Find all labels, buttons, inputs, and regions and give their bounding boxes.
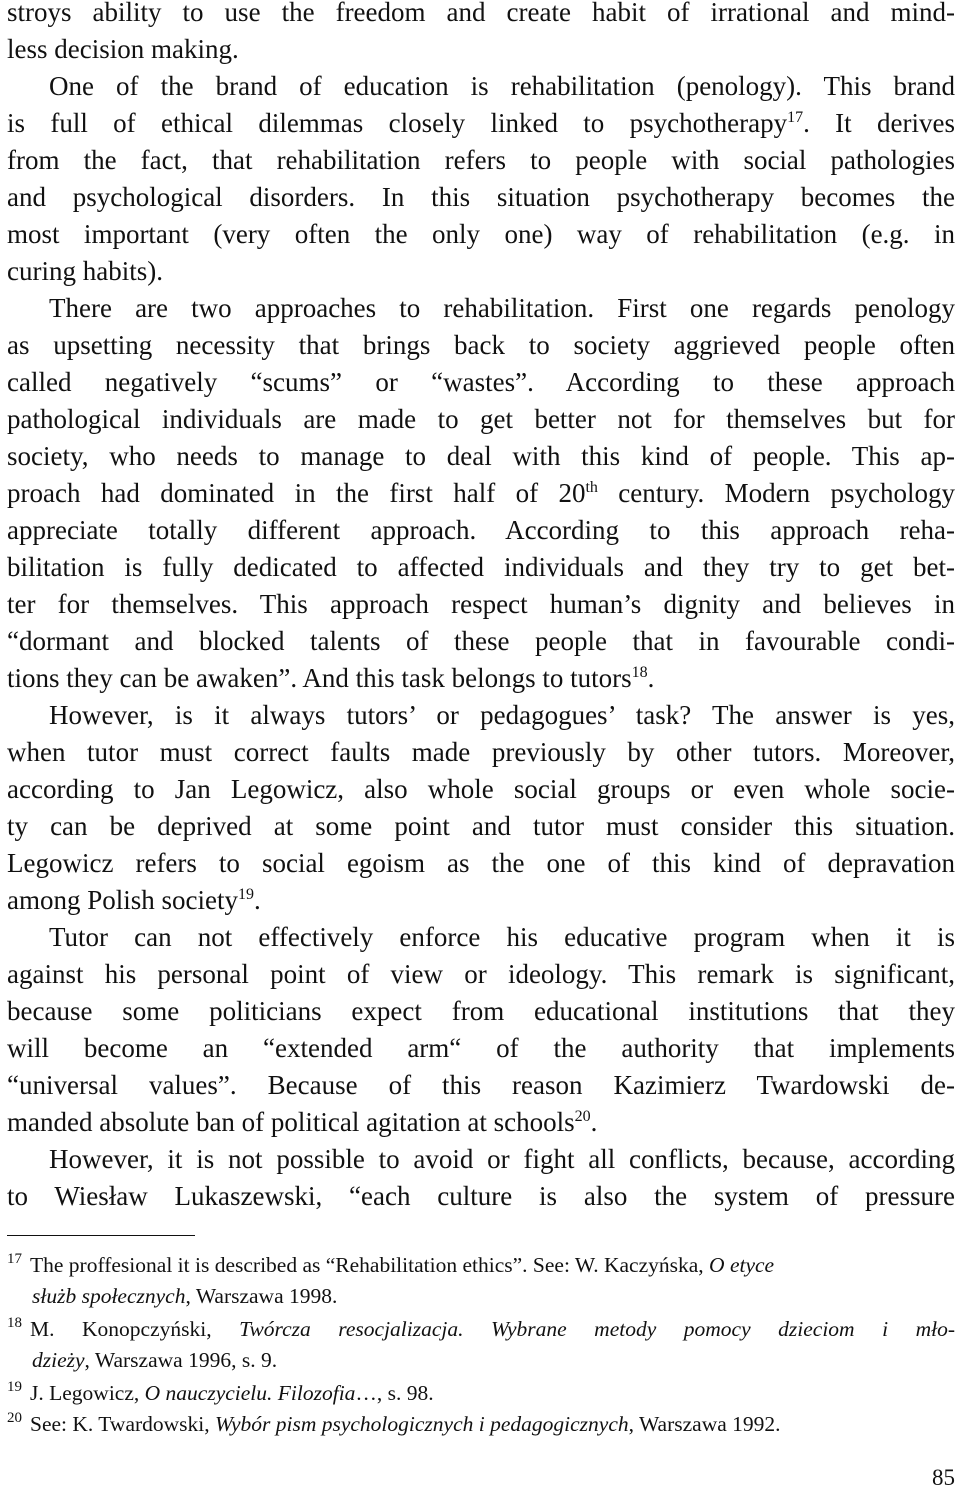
body-line: stroys ability to use the freedom and create habit of irrational and mind- — [7, 0, 955, 27]
footnote-number: 20 — [7, 1410, 22, 1426]
body-line: curing habits). — [7, 256, 163, 286]
body-line: among Polish society$^{19}$. — [7, 885, 261, 915]
body-line: will become an “extended arm“ of the authority that implements — [7, 1033, 955, 1063]
footnote-ref: 17 — [787, 109, 804, 126]
body-line: as upsetting necessity that brings back to society aggrieved people often — [7, 330, 955, 360]
footnote-20: $^{20}$ See: K. Twardowski, Wybór pism psychologicznych i pedagogicznych, Warszawa 1992. — [7, 1410, 781, 1436]
footnote-18-cont: dzieży, Warszawa 1996, s. 9. — [32, 1348, 278, 1372]
body-line: manded absolute ban of political agitation at schools$^{20}$. — [7, 1107, 598, 1137]
body-line: according to Jan Legowicz, also whole social groups or even whole socie- — [7, 774, 955, 804]
body-line: and psychological disorders. In this situation psychotherapy becomes the — [7, 182, 955, 212]
footnote-number: 17 — [7, 1251, 22, 1267]
superscript: th — [585, 479, 598, 496]
body-line: There are two approaches to rehabilitation. First one regards penology — [49, 293, 955, 323]
body-line: “dormant and blocked talents of these people that in favourable condi- — [7, 626, 955, 656]
body-line: Legowicz refers to social egoism as the one of this kind of depravation — [7, 848, 955, 878]
body-line: called negatively “scums” or “wastes”. According to these approach — [7, 367, 955, 397]
body-line: Tutor can not effectively enforce his educative program when it is — [49, 922, 955, 952]
body-line: bilitation is fully dedicated to affected individuals and they try to get bet- — [7, 552, 955, 582]
body-line: from the fact, that rehabilitation refers to people with social pathologies — [7, 145, 955, 175]
footnote-17: $^{17}$ The proffesional it is described as “Rehabilitation ethics”. See: W. Kaczyńska, O etyce — [7, 1251, 775, 1277]
body-line: less decision making. — [7, 34, 239, 64]
footnote-separator — [7, 1235, 195, 1236]
body-line: against his personal point of view or ideology. This remark is significant, — [7, 959, 955, 989]
body-line: to Wiesław Lukaszewski, “each culture is also the system of pressure — [7, 1181, 955, 1211]
body-line: tions they can be awaken”. And this task belongs to tutors$^{18}$. — [7, 663, 655, 693]
footnote-number: 18 — [7, 1315, 22, 1331]
body-line: because some politicians expect from educational institutions that they — [7, 996, 955, 1026]
footnote-17-cont: służb społecznych, Warszawa 1998. — [32, 1284, 338, 1308]
body-line: pathological individuals are made to get better not for themselves but for — [7, 404, 955, 434]
body-line: proach had dominated in the first half of 20th century. Modern psychology — [7, 478, 955, 508]
body-line: One of the brand of education is rehabilitation (penology). This brand — [49, 71, 955, 101]
body-line: “universal values”. Because of this reason Kazimierz Twardowski de- — [7, 1070, 955, 1100]
body-line: is full of ethical dilemmas closely linked to psychotherapy$^{17}$. It derives — [7, 108, 955, 138]
page-number: 85 — [932, 1465, 955, 1490]
footnote-ref: 19 — [238, 886, 254, 903]
body-line: appreciate totally different approach. According to this approach reha- — [7, 515, 955, 545]
body-line: ter for themselves. This approach respect human’s dignity and believes in — [7, 589, 955, 619]
body-line: ty can be deprived at some point and tutor must consider this situation. — [7, 811, 955, 841]
footnote-ref: 18 — [631, 664, 648, 681]
footnote-18: $^{18}$ M. Konopczyński, Twórcza resocjalizacja. Wybrane metody pomocy dzieciom i mło- — [7, 1315, 955, 1341]
footnote-ref: 20 — [574, 1108, 591, 1125]
footnote-number: 19 — [7, 1379, 22, 1395]
body-line: However, is it always tutors’ or pedagogues’ task? The answer is yes, — [49, 700, 955, 730]
body-line: society, who needs to manage to deal with this kind of people. This ap- — [7, 441, 955, 471]
body-line: when tutor must correct faults made previously by other tutors. Moreover, — [7, 737, 955, 767]
body-line: most important (very often the only one) way of rehabilitation (e.g. in — [7, 219, 955, 249]
footnote-19: $^{19}$ J. Legowicz, O nauczycielu. Filozofia…, s. 98. — [7, 1379, 434, 1405]
body-line: However, it is not possible to avoid or fight all conflicts, because, according — [49, 1144, 955, 1174]
